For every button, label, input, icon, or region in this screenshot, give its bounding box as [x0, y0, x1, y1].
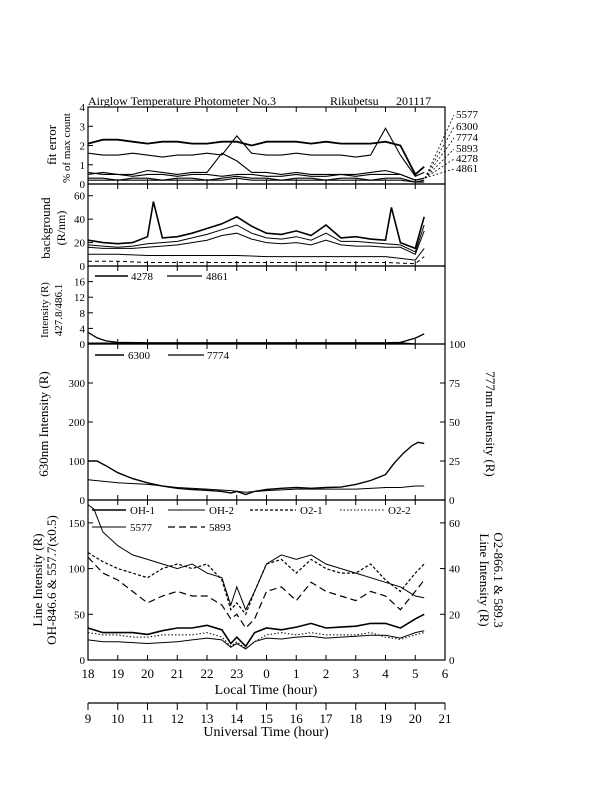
background-ytick-label: 40	[74, 214, 85, 227]
universal-time-tick-label: 20	[408, 711, 422, 726]
intensity-427-ytick-label: 8	[79, 307, 85, 320]
fit-error-ytick-label: 4	[79, 102, 85, 114]
plot-layer	[30, 102, 506, 726]
intensity-427-ytick-label: 16	[74, 276, 85, 289]
legend-label-OH-1: OH-1	[130, 505, 156, 517]
legend-label-5893: 5893	[209, 522, 231, 534]
background-ytick-label: 0	[79, 261, 85, 273]
intensity-427-ylabel-ratio: 427.8/486.1	[53, 283, 65, 337]
fit-error-legend-leader	[425, 149, 454, 178]
legend-label-4278: 4278	[131, 271, 153, 283]
line-intensity-right-ytick-label: 0	[449, 655, 455, 667]
background-frame	[88, 184, 445, 266]
panel-630-right-ytick-label: 50	[449, 417, 460, 429]
local-time-tick-label: 23	[230, 666, 244, 681]
fit-error-line-5893	[88, 172, 424, 180]
intensity-427-ytick-label: 4	[79, 323, 85, 336]
fit-error-line-7774	[88, 153, 424, 180]
fit-error-ylabel: fit error	[44, 124, 59, 166]
panel-630-right-ytick-label: 0	[449, 495, 455, 507]
fit-error-ytick-label: 1	[79, 159, 85, 172]
line-intensity-ylabel-species: OH-846.6 & 557.7(x0.5)	[44, 515, 59, 645]
local-time-tick-label: 22	[200, 666, 214, 681]
local-time-tick-label: 21	[170, 666, 184, 681]
local-time-tick-label: 2	[322, 666, 330, 681]
legend-label-5577: 5577	[130, 522, 152, 534]
background-ytick-label: 60	[74, 190, 85, 203]
fit-error-line-4861	[88, 178, 424, 182]
line-intensity-right-ylabel-species: O2-866.1 & 589.3	[491, 532, 506, 628]
fit-error-ytick-label: 3	[79, 121, 85, 134]
local-time-label: Local Time (hour)	[214, 683, 318, 698]
fit-error-legend-4861: 4861	[456, 163, 478, 175]
local-time-tick-label: 4	[382, 666, 389, 681]
local-time-tick-label: 0	[263, 666, 270, 681]
fit-error-legend-7774: 7774	[456, 132, 478, 144]
local-time-tick-label: 18	[81, 666, 95, 681]
legend-label-7774: 7774	[207, 350, 229, 362]
panel-630-left-ytick-label: 300	[68, 378, 85, 390]
panel-630-right-ytick-label: 25	[449, 456, 460, 468]
local-time-tick-label: 6	[441, 666, 449, 681]
fit-error-ylabel-unit: % of max count	[61, 113, 73, 183]
chart-title-date: 201117	[396, 94, 432, 108]
universal-time-tick-label: 11	[141, 711, 154, 726]
legend-label-6300: 6300	[128, 350, 150, 362]
panel-630-line-6300	[88, 442, 424, 494]
local-time-tick-label: 5	[412, 666, 419, 681]
panel-777-ylabel: 777nm Intensity (R)	[483, 371, 498, 477]
universal-time-label: Universal Time (hour)	[203, 725, 329, 740]
fit-error-legend-leader	[425, 138, 454, 178]
line-intensity-line-5577	[88, 505, 424, 610]
universal-time-tick-label: 12	[170, 711, 184, 726]
intensity-427-ytick-label: 12	[74, 292, 85, 305]
fit-error-legend-5893: 5893	[456, 143, 478, 155]
fit-error-legend-6300: 6300	[456, 121, 478, 133]
panel-630-left-ytick-label: 200	[68, 417, 85, 429]
fit-error-line-6300	[88, 128, 424, 176]
chart-title-station: Rikubetsu	[330, 94, 379, 108]
line-intensity-ylabel: Line Intensity (R)	[30, 533, 45, 627]
universal-time-tick-label: 16	[289, 711, 303, 726]
universal-time-tick-label: 21	[438, 711, 452, 726]
background-line	[88, 202, 424, 249]
intensity-427-ylabel: Intensity (R)	[39, 282, 51, 338]
intensity-427-ytick-label: 0	[79, 339, 85, 351]
universal-time-tick-label: 17	[319, 711, 333, 726]
panel-630-frame	[88, 344, 445, 500]
local-time-tick-label: 3	[352, 666, 359, 681]
legend-label-O2-2: O2-2	[388, 505, 411, 517]
universal-time-tick-label: 18	[349, 711, 363, 726]
line-intensity-left-ytick-label: 0	[79, 655, 85, 667]
panel-630-ylabel: 630nm Intensity (R)	[36, 371, 51, 477]
universal-time-tick-label: 15	[260, 711, 273, 726]
background-ylabel: background	[38, 197, 53, 259]
line-intensity-left-ytick-label: 50	[74, 609, 85, 622]
fit-error-legend-5577: 5577	[456, 109, 478, 121]
local-time-tick-label: 1	[293, 666, 300, 681]
universal-time-tick-label: 10	[111, 711, 125, 726]
legend-label-O2-1: O2-1	[300, 505, 323, 517]
legend-label-OH-2: OH-2	[209, 505, 235, 517]
background-line	[88, 257, 424, 264]
panel-630-line-7774	[88, 480, 424, 493]
intensity-427-line-4278	[88, 332, 424, 343]
fit-error-line-4278	[88, 176, 424, 182]
local-time-tick-label: 19	[111, 666, 125, 681]
universal-time-tick-label: 19	[379, 711, 392, 726]
fit-error-legend-4278: 4278	[456, 153, 478, 165]
panel-630-right-ytick-label: 75	[449, 378, 460, 390]
line-intensity-left-ytick-label: 100	[68, 563, 85, 576]
line-intensity-line-O2-1	[88, 553, 424, 615]
line-intensity-right-ylabel: Line Intensity (R)	[477, 533, 492, 627]
line-intensity-left-ytick-label: 150	[68, 517, 85, 530]
line-intensity-right-ytick-label: 60	[449, 517, 460, 530]
panel-630-left-ytick-label: 0	[79, 495, 85, 507]
background-ytick-label: 20	[74, 237, 85, 250]
line-intensity-right-ytick-label: 20	[449, 609, 460, 622]
universal-time-tick-label: 14	[230, 711, 244, 726]
local-time-tick-label: 20	[141, 666, 154, 681]
panel-630-right-ytick-label: 100	[449, 339, 466, 351]
fit-error-line-5577	[88, 140, 424, 175]
universal-time-tick-label: 9	[84, 711, 92, 726]
fit-error-ytick-label: 0	[79, 179, 85, 191]
panel-630-left-ytick-label: 100	[68, 456, 85, 468]
chart-title-instrument: Airglow Temperature Photometer No.3	[88, 94, 277, 108]
background-ylabel-unit: (R/nm)	[54, 210, 68, 246]
fit-error-legend-leader	[425, 159, 454, 178]
background-line	[88, 248, 424, 260]
legend-label-4861: 4861	[206, 271, 228, 283]
universal-time-tick-label: 13	[200, 711, 214, 726]
fit-error-ytick-label: 2	[79, 140, 85, 153]
line-intensity-right-ytick-label: 40	[449, 563, 460, 576]
